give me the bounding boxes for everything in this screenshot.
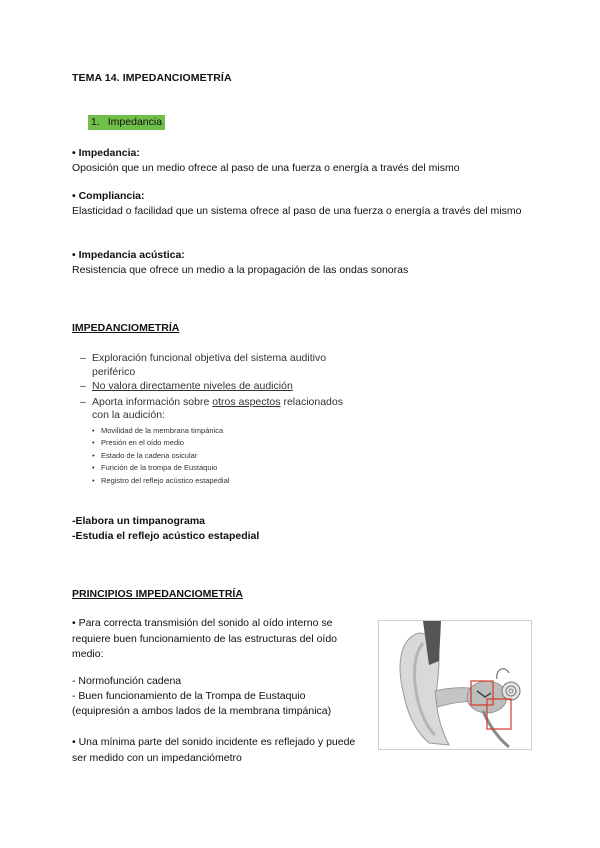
section-heading-impedancia	[88, 115, 165, 130]
list-item: • Movilidad de la membrana timpánica	[92, 425, 362, 438]
slide-item-3	[80, 396, 362, 423]
list-item: • Presión en el oído medio	[92, 437, 362, 450]
principles-paragraph-2: • Una mínima parte del sonido incidente es reflejado y puede ser medido con un impedanciómetro	[72, 736, 356, 764]
slide-item-1: – Exploración funcional objetiva del sistema auditivo periférico	[80, 352, 362, 379]
list-item: • Estado de la cadena osicular	[92, 450, 362, 463]
definition-term: • Impedancia:	[72, 147, 140, 159]
heading-impedanciometria: IMPEDANCIOMETRÍA	[72, 322, 180, 334]
list-item: • Función de la trompa de Eustaquio	[92, 462, 362, 475]
definition-impedancia	[72, 146, 532, 176]
slide-item-3-pre: Aporta información sobre	[92, 395, 213, 408]
slide-item-2	[80, 380, 362, 394]
slide-item-3-post: relacionados con la audición:	[92, 395, 343, 421]
definition-text: Resistencia que ofrece un medio a la propagación de las ondas sonoras	[72, 264, 409, 276]
principles-line-3: (equipresión a ambos lados de la membrana timpánica)	[72, 705, 332, 717]
definition-text: Elasticidad o facilidad que un sistema ofrece al paso de una fuerza o energía a través del mismo	[72, 205, 522, 217]
definition-term: • Impedancia acústica:	[72, 249, 185, 261]
list-item: • Registro del reflejo acústico estapedial	[92, 475, 362, 488]
heading-principios: PRINCIPIOS IMPEDANCIOMETRÍA	[72, 588, 243, 600]
principles-paragraph-1: • Para correcta transmisión del sonido al oído interno se requiere buen funcionamiento de las estructuras del oído medio:	[72, 617, 338, 660]
definition-text: Oposición que un medio ofrece al paso de una fuerza o energía a través del mismo	[72, 162, 460, 174]
section-label: Impedancia	[107, 116, 163, 128]
ear-anatomy-figure	[378, 620, 532, 750]
principles-line-1: - Normofunción cadena	[72, 675, 182, 687]
slide-item-3-link: otros aspectos	[212, 395, 281, 408]
principles-line-2: - Buen funcionamiento de la Trompa de Eustaquio	[72, 690, 306, 702]
bold-line-reflejo: -Estudia el reflejo acústico estapedial	[72, 530, 260, 542]
ear-anatomy-illustration	[379, 621, 531, 749]
section-number: 1.	[91, 116, 100, 128]
definition-impedancia-acustica	[72, 248, 532, 278]
definition-term: • Compliancia:	[72, 190, 145, 202]
bold-line-timpanograma: -Elabora un timpanograma	[72, 515, 206, 527]
slide-sublist	[80, 425, 362, 488]
slide-excerpt	[80, 352, 362, 487]
page-title: TEMA 14. IMPEDANCIOMETRÍA	[72, 72, 232, 84]
slide-item-2-text: No valora directamente niveles de audición	[92, 380, 293, 392]
definition-compliancia	[72, 189, 532, 219]
